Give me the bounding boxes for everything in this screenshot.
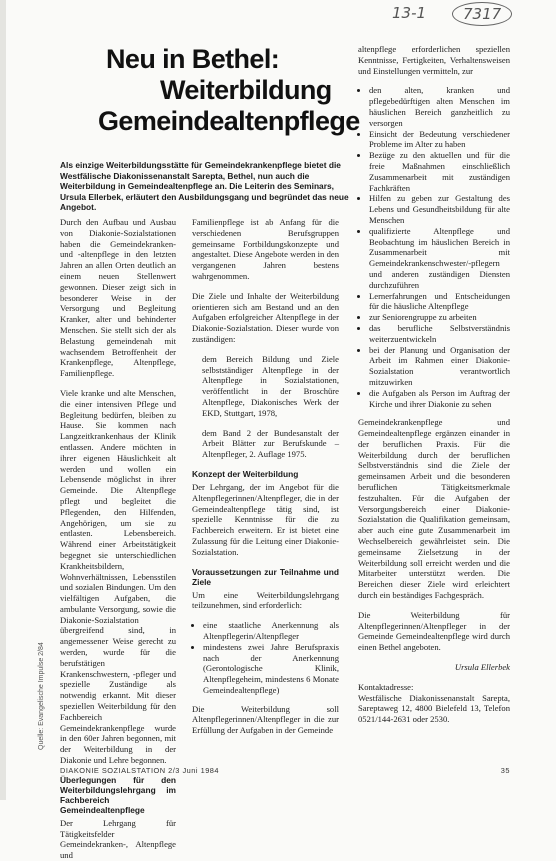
list-item: • qualifizierte Altenpflege und Beobachtung im häuslichen Bereich in Zusammenarbeit mit Gemeindekrankenschwester/-pflegern und anderen zuständigen Diensten durchzuführen xyxy=(369,226,510,291)
handwritten-note-right: 7317 xyxy=(452,2,512,26)
column-3 xyxy=(358,44,510,760)
paragraph: Durch den Aufbau und Ausbau von Diakonie-Sozialstationen haben die Gemeindekranken- und -altenpflege in den letzten Jahren an allen Orten deutlich an einem neuen Stellenwert gewonnen. Dieser zeigt sich in besonderer Weise in der Versorgung und Begleitung Kranker, alter und behinderter Menschen. Sie stellt sich der als Belastung gemeindenah mit wachsendem Betroffenheit der Krankenpflege, Altenpflege, Familienpflege. xyxy=(60,217,176,379)
section-heading: Konzept der Weiterbildung xyxy=(192,468,299,479)
paragraph: Gemeindekrankenpflege und Gemeindealtenpflege ergänzen einander in der beruflichen Praxis. Für die Weiterbildung durch der beruflichen Selbstverständnis sind die Ziele der gemeinsamen Arbeit und die besonderen beruflichen Tätigkeitsmerkmale festzuhalten. Für die Aufgaben der Versorgungsbereich einer Diakonie-Sozialstation die Qualifikation gemeinsam, aber auch eine gute Zusammenarbeit im Wechselbereich gewährleistet sein. Die gemeinsame Zielsetzung in der Weiterbildung soll erreicht werden und die Mitarbeiter unterstützt werden. Die Bereichen dieser Ziele wird erleichtert durch ein beständiges Fachgespräch. xyxy=(358,417,510,601)
list-item: • das berufliche Selbstverständnis weiterzuentwickeln xyxy=(369,323,510,345)
paragraph: Die Ziele und Inhalte der Weiterbildung orientieren sich am Bestand und an den Aufgaben erfolgreicher Altenpflege in der Diakonie-Sozialstation. Dieser wurde von zuständigen: xyxy=(192,290,339,344)
author-signature: Ursula Ellerbek xyxy=(454,662,510,673)
handwritten-note-left: 13-1 xyxy=(392,4,427,22)
section-heading: Voraussetzungen zur Teilnahme und Ziele xyxy=(192,566,339,587)
article-title xyxy=(98,44,360,137)
article-lead: Als einzige Weiterbildungsstätte für Gemeindekrankenpflege bietet die Westfälische Diakonissenanstalt Sarepta, Bethel, nun auch die Weiterbildung in Gemeindealtenpflege an. Die Leiterin des Seminars, Ursula Ellerbek, erläutert den Ausbildungsgang und begründet das neue Angebot. xyxy=(60,160,349,212)
list-item: • bei der Planung und Organisation der Arbeit im Rahmen einer Diakonie-Sozialstation verantwortlich mitzuwirken xyxy=(369,345,510,388)
footer-publication: DIAKONIE SOZIALSTATION 2/3 Juni 1984 xyxy=(60,766,220,775)
title-line-3: Gemeindealtenpflege xyxy=(98,106,360,136)
scan-edge xyxy=(0,0,6,800)
paragraph: Die Weiterbildung soll Altenpflegerinnen/Altenpfleger in die zur Erfüllung der Aufgaben in der Gemeinde xyxy=(192,703,339,736)
list-item: • eine staatliche Anerkennung als Altenpflegerin/Altenpfleger xyxy=(203,620,339,642)
list-item: • den alten, kranken und pflegebedürftigen alten Menschen im häuslichen Bereich ganzheitlich zu versorgen xyxy=(369,85,510,128)
paragraph: altenpflege erforderlichen speziellen Kenntnisse, Fertigkeiten, Verhaltensweisen und Einstellungen vermitteln, zur xyxy=(358,44,510,76)
goals-list xyxy=(358,85,510,409)
contact-address: Westfälische Diakonissenanstalt Sarepta, Sareptaweg 12, 4800 Bielefeld 13, Telefon 0521/144-2631 oder 2530. xyxy=(358,692,510,725)
paragraph: Der Lehrgang, der im Angebot für die Altenpflegerinnen/Altenpfleger, die in der Gemeindealtenpflege tätig sind, ist spezielle Kenntnisse für die zu Fachbereich erweitern. Er ist bietet eine Zulassung für die Leitung einer Diakonie-Sozialstation. xyxy=(192,481,339,557)
paragraph: Die Weiterbildung für Altenpflegerinnen/Altenpfleger in der Gemeinde Gemeindealtenpflege wird durch einen Bethel angeboten. xyxy=(358,609,510,653)
reference-item: dem Band 2 der Bundesanstalt der Arbeit Blätter zur Berufskunde – Altenpfleger, 2. Auflage 1975. xyxy=(202,427,339,460)
list-item: • die Aufgaben als Person im Auftrag der Kirche und ihrer Diakonie zu sehen xyxy=(369,388,510,410)
contact-label: Kontaktadresse: xyxy=(358,681,414,692)
list-item: • Lernerfahrungen und Entscheidungen für die häusliche Altenpflege xyxy=(369,291,510,313)
list-item: • Bezüge zu den aktuellen und für die freie Maßnahmen einschließlich Zusammenarbeit mit zuständigen Fachkräften xyxy=(369,150,510,193)
title-line-2: Weiterbildung xyxy=(160,75,332,105)
page-footer xyxy=(60,766,510,775)
source-note: Quelle: Evangelische Impulse 2/84 xyxy=(38,642,45,750)
requirements-list xyxy=(192,620,339,696)
list-item: • Einsicht der Bedeutung verschiedener Probleme im Alter zu haben xyxy=(369,129,510,151)
paragraph: Viele kranke und alte Menschen, die einer intensiven Pflege und Begleitung bedürfen, bleiben zu Hause. Sie kommen nach Langzeitkrankenhaus der Klinik entlassen. Andere möchten in ihrer eigenen Häuslichkeit alt werden und wollen ein Lebensende möglichst in ihrer Gemeinde. Die Altenpflege pflegt und begleitet die Pflegenden, den Hilfenden, Angehörigen, um sie zu entlasten. Lebensbereich. Während einer Arbeitstätigkeit begegnet sie unterschiedlichen Krankheitsbildern, Wohnverhältnissen, Lebensstilen und sozialen Bindungen. Um den vielfältigen Aufgaben, die ambulante Versorgung, sowie die Diakonie-Sozialstation übergreifend sind, in angemessener Weise gerecht zu werden, wurde für die berufstätigen Krankenschwestern, -pfleger und spezielle Zuständige als notwendig erkannt. Mit dieser speziellen Weiterbildung für den Fachbereich Gemeindekrankenpflege wurde in den 60er Jahren begonnen, mit der Weiterbildung in der Diakonie und Lehre begonnen. xyxy=(60,387,176,766)
title-line-1: Neu in Bethel: xyxy=(106,44,280,74)
page-number: 35 xyxy=(500,766,510,775)
paragraph: Der Lehrgang für Tätigkeitsfelder Gemeindekranken-, Altenpflege und xyxy=(60,817,176,861)
reference-item: dem Bereich Bildung und Ziele selbstständiger Altenpflege in der Altenpflege in Sozialstationen, veröffentlicht in der Broschüre Altenpflege, Diakonisches Werk der EKD, Stuttgart, 1978, xyxy=(202,353,339,418)
list-item: • Hilfen zu geben zur Gestaltung des Lebens und Gesundheitsbildung für alte Menschen xyxy=(369,193,510,225)
list-item: • zur Seniorengruppe zu arbeiten xyxy=(369,312,510,323)
paragraph: Familienpflege ist ab Anfang für die verschiedenen Berufsgruppen gemeinsame Fortbildungskonzepte und angestaltet. Diese Angebote werden in den vergangenen Jahren bestens wahrgenommen. xyxy=(192,217,339,281)
column-2 xyxy=(192,217,339,757)
section-heading: Überlegungen für den Weiterbildungslehrgang im Fachbereich Gemeindealtenpflege xyxy=(60,774,176,815)
paragraph: Um eine Weiterbildungslehrgang teilzunehmen, sind erforderlich: xyxy=(192,589,339,611)
list-item: • mindestens zwei Jahre Berufspraxis nach der Anerkennung (Gerontologische Klinik, Altenpflegeheim, mindestens 6 Monate Gemeindealtenpflege) xyxy=(203,642,339,696)
